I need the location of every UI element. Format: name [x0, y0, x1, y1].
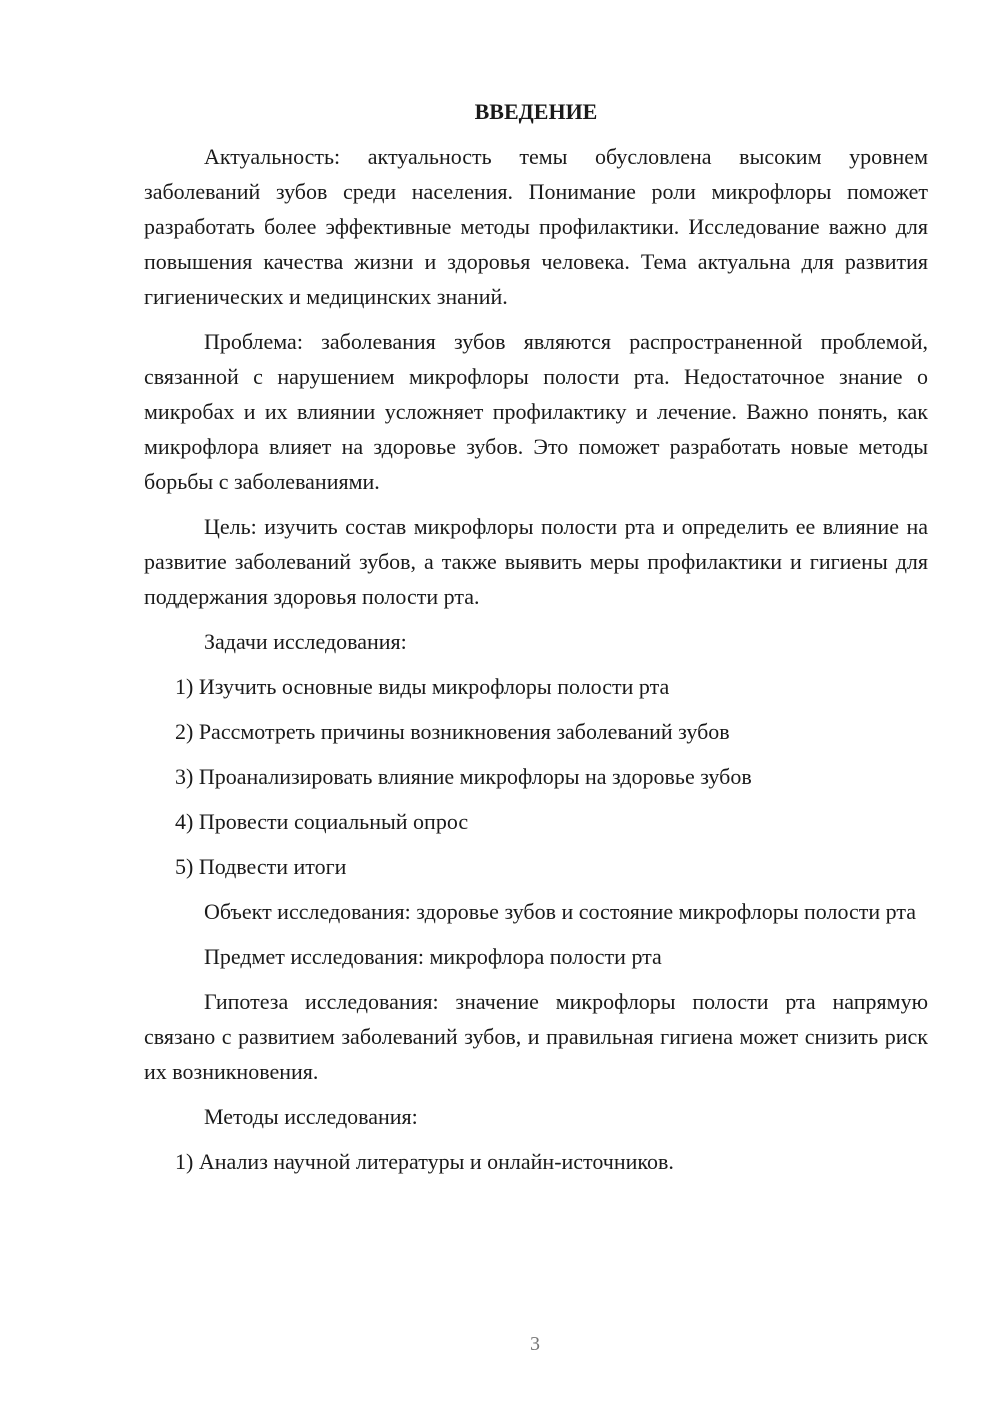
tasks-heading: Задачи исследования: [204, 629, 407, 654]
page-number: 3 [530, 1333, 540, 1355]
page-title: ВВЕДЕНИЕ [474, 99, 598, 124]
relevance-paragraph: Актуальность: актуальность темы обусловлена высоким уровнем заболеваний зубов среди населения. Понимание роли микрофлоры поможет разработать более эффективные методы профилактики. Исследование важно для повышения качества жизни и здоровья человека. Тема актуальна для развития гигиенических и медицинских знаний. [144, 144, 928, 309]
task-item-5: 5) Подвести итоги [175, 854, 347, 879]
hypothesis-paragraph: Гипотеза исследования: значение микрофлоры полости рта напрямую связано с развитием заболеваний зубов, и правильная гигиена может снизить риск их возникновения. [144, 989, 928, 1084]
methods-heading: Методы исследования: [204, 1104, 418, 1129]
goal-paragraph: Цель: изучить состав микрофлоры полости рта и определить ее влияние на развитие заболеваний зубов, а также выявить меры профилактики и гигиены для поддержания здоровья полости рта. [144, 514, 928, 609]
task-item-3: 3) Проанализировать влияние микрофлоры на здоровье зубов [175, 764, 752, 789]
task-item-4: 4) Провести социальный опрос [175, 809, 469, 834]
page-content [144, 94, 928, 1179]
task-item-2: 2) Рассмотреть причины возникновения заболеваний зубов [175, 719, 730, 744]
subject-paragraph: Предмет исследования: микрофлора полости рта [204, 944, 662, 969]
object-paragraph: Объект исследования: здоровье зубов и состояние микрофлоры полости рта [204, 899, 917, 924]
problem-paragraph: Проблема: заболевания зубов являются распространенной проблемой, связанной с нарушением микрофлоры полости рта. Недостаточное знание о микробах и их влиянии усложняет профилактику и лечение. Важно понять, как микрофлора влияет на здоровье зубов. Это поможет разработать новые методы борьбы с заболеваниями. [144, 329, 928, 494]
method-item-1: 1) Анализ научной литературы и онлайн-источников. [175, 1149, 674, 1174]
task-item-1: 1) Изучить основные виды микрофлоры полости рта [175, 674, 670, 699]
